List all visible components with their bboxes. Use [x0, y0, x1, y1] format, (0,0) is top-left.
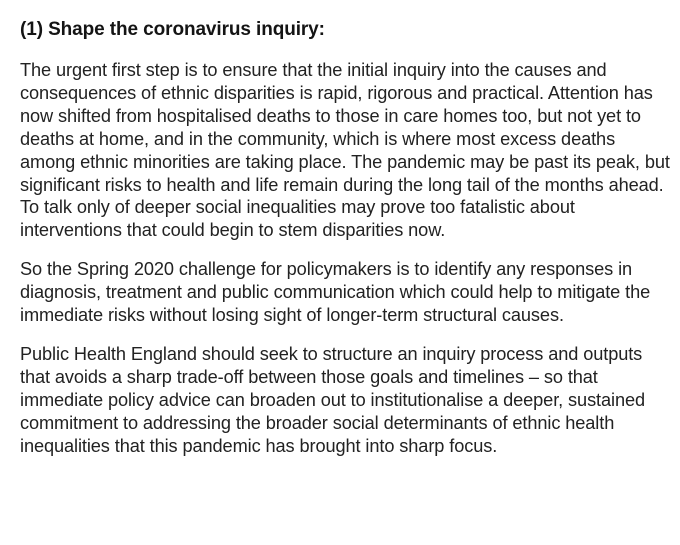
- paragraph-policymaker-challenge: So the Spring 2020 challenge for policymakers is to identify any responses in diagnosis, treatment and public communication which could help to mitigate the immediate risks without losing sight of longer-term structural causes.: [20, 259, 651, 326]
- paragraph-public-health-england: Public Health England should seek to structure an inquiry process and outputs that avoids a sharp trade-off between those goals and timelines – so that immediate policy advice can broaden out to institutionalise a deeper, sustained commitment to addressing the broader social determinants of ethnic health inequalities that this pandemic has brought into sharp focus.: [20, 343, 646, 456]
- section-heading: (1) Shape the coronavirus inquiry:: [20, 19, 325, 40]
- paragraph-inquiry-first-step: The urgent first step is to ensure that the initial inquiry into the causes and consequences of ethnic disparities is rapid, rigorous and practical. Attention has now shifted from hospitalised deaths to those in care homes too, but not yet to deaths at home, and in the community, which is where most excess deaths among ethnic minorities are taking place. The pandemic may be past its peak, but significant risks to health and life remain during the long tail of the months ahead. To talk only of deeper social inequalities may prove too fatalistic about interventions that could begin to stem disparities now.: [20, 60, 670, 241]
- document-section: [20, 18, 670, 458]
